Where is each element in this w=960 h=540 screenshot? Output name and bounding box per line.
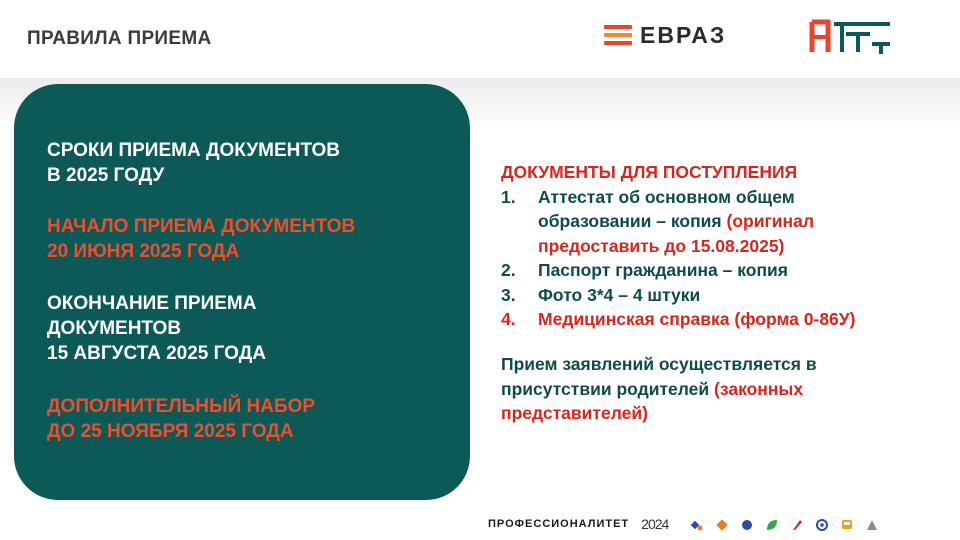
item-1-original-note: (оригинал xyxy=(726,211,814,231)
list-item-number: 2. xyxy=(501,260,516,280)
list-item xyxy=(501,283,856,308)
list-item xyxy=(501,258,856,283)
item-1-original-deadline: предоставить до 15.08.2025) xyxy=(538,235,785,256)
documents-heading: ДОКУМЕНТЫ ДЛЯ ПОСТУПЛЕНИЯ xyxy=(501,162,798,182)
deadlines-heading-line-1: СРОКИ ПРИЕМА ДОКУМЕНТОВ xyxy=(47,140,340,161)
list-item-text xyxy=(538,185,814,259)
start-date-line-2: 20 ИЮНЯ 2025 ГОДА xyxy=(47,241,240,262)
parents-note-legal: (законных xyxy=(714,378,804,399)
list-item-text: Медицинская справка (форма 0-86У) xyxy=(538,309,856,329)
evraz-stripes-icon xyxy=(604,25,632,45)
extra-enrollment-line-1: ДОПОЛНИТЕЛЬНЫЙ НАБОР xyxy=(47,396,316,417)
parents-note xyxy=(501,352,817,426)
parents-note-line-2: присутствии родителей xyxy=(501,378,715,399)
professionalitet-logo-text: ПРОФЕССИОНАЛИТЕТ xyxy=(488,518,630,530)
parents-note-representatives: представителей) xyxy=(501,403,648,423)
item-1-line-2: образовании – копия xyxy=(538,211,727,231)
list-item xyxy=(501,307,856,332)
deadlines-heading-line-2: В 2025 ГОДУ xyxy=(47,165,165,186)
start-date-line-1: НАЧАЛО ПРИЕМА ДОКУМЕНТОВ xyxy=(47,216,356,237)
deadlines-heading xyxy=(47,138,340,188)
industry-icon-6 xyxy=(816,518,828,530)
documents-section xyxy=(501,160,856,332)
list-item-number: 4. xyxy=(501,309,516,329)
list-item-text: Фото 3*4 – 4 штуки xyxy=(538,284,701,305)
footer-year: 2024 xyxy=(641,516,669,532)
ntt-logo-icon xyxy=(808,18,892,56)
industry-icon-3 xyxy=(741,518,753,530)
industry-icon-8 xyxy=(866,518,878,530)
end-date-line-2: ДОКУМЕНТОВ xyxy=(47,318,182,339)
item-1-line-1: Аттестат об основном общем xyxy=(538,186,795,207)
industry-icon-5 xyxy=(791,518,803,530)
documents-list xyxy=(501,185,856,332)
list-item-number: 1. xyxy=(501,186,516,207)
end-date-line-3: 15 АВГУСТА 2025 ГОДА xyxy=(47,343,266,364)
extra-enrollment-line-2: ДО 25 НОЯБРЯ 2025 ГОДА xyxy=(47,421,294,442)
industry-icon-1 xyxy=(691,518,703,530)
end-date-block xyxy=(47,291,266,366)
industry-icon-2 xyxy=(716,518,728,530)
evraz-logo xyxy=(604,23,726,47)
start-date-block xyxy=(47,214,355,264)
industry-icon-4 xyxy=(766,518,778,530)
list-item-text: Паспорт гражданина – копия xyxy=(538,260,788,280)
page-title: ПРАВИЛА ПРИЕМА xyxy=(27,28,212,49)
list-item xyxy=(501,185,856,259)
parents-note-line-1: Прием заявлений осуществляется в xyxy=(501,354,817,374)
footer xyxy=(488,512,878,536)
industry-icons xyxy=(678,518,878,530)
industry-icon-7 xyxy=(841,518,853,530)
extra-enrollment-block xyxy=(47,394,315,444)
end-date-line-1: ОКОНЧАНИЕ ПРИЕМА xyxy=(47,293,257,314)
list-item-number: 3. xyxy=(501,284,516,305)
evraz-logo-text: ЕВРАЗ xyxy=(640,22,727,48)
